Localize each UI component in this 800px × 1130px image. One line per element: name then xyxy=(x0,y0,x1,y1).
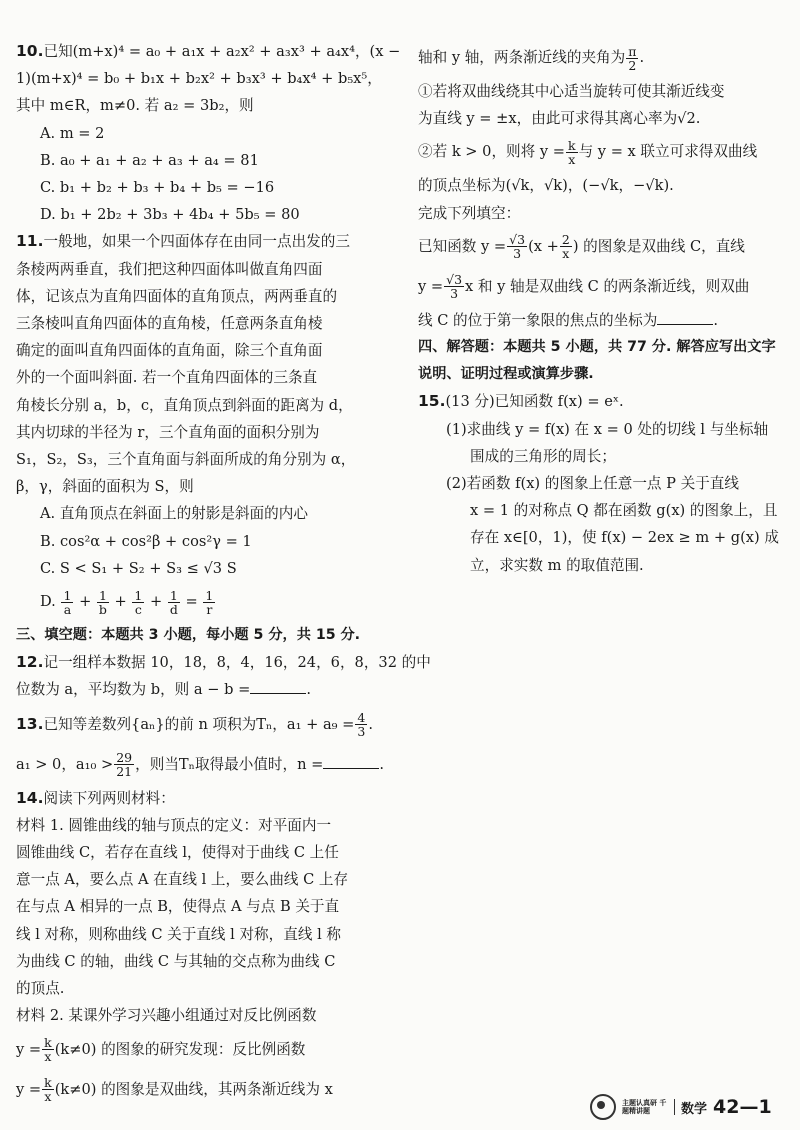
option-b: B. cos²α + cos²β + cos²γ = 1 xyxy=(40,532,252,550)
question-number: 12. xyxy=(16,653,44,672)
section-heading-answer: 四、解答题：本题共 5 小题，共 77 分. 解答应写出文字 xyxy=(418,339,776,356)
section-heading-fill-in: 三、填空题：本题共 3 小题，每小题 5 分，共 15 分. xyxy=(16,627,361,644)
question-number: 11. xyxy=(16,232,44,251)
question-15: 15.(13 分)已知函数 f(x) = eˣ. (1)求曲线 y = f(x) 在 x = 0 处的切线 l 与坐标轴 围成的三角形的周长； (2)若函数 f(x) 的图象上任意一点 P 关于直线 x = 1 的对称点 Q 都在函数 g(x) 的图象上，且 存在 x∈[0，1)，使 f(x) − 2ex ≥ m + g(x) 成 立，求实数 m 的取值范围. xyxy=(418,392,779,574)
answer-blank xyxy=(657,310,713,325)
question-number: 13. xyxy=(16,714,44,733)
answer-blank xyxy=(250,679,306,694)
question-12: 12.记一组样本数据 10，18，8，4，16，24，6，8，32 的中 位数为 a，平均数为 b，则 a − b = . xyxy=(16,653,431,699)
page-footer xyxy=(590,1094,772,1120)
left-column xyxy=(16,38,431,1110)
question-number: 10. xyxy=(16,42,44,60)
subject-label: 数学 xyxy=(681,1101,708,1117)
option-c: C. S < S₁ + S₂ + S₃ ≤ √3 S xyxy=(40,559,237,577)
question-13: 13.已知等差数列{aₙ}的前 n 项积为Tₙ，a₁ + a₉ = $\frac{4}{3}$ . a₁ > 0，a₁₀ > $\frac{29}{21}$ ，则当Tₙ取得最小值时，n = . xyxy=(16,710,385,780)
brand-text: 主题认真研 千题精讲题 xyxy=(622,1099,667,1115)
option-d: D. b₁ + 2b₂ + 3b₃ + 4b₄ + 5b₅ = 80 xyxy=(40,206,300,224)
option-d: D. $\frac{1}{a}$ + $\frac{1}{b}$ + $\frac{1}{c}$ + $\frac{1}{d}$ = $\frac{1}{r}$ xyxy=(40,587,214,617)
question-number: 14. xyxy=(16,788,44,807)
answer-blank xyxy=(323,754,379,769)
question-number: 15. xyxy=(418,392,446,411)
page-number: 42—1 xyxy=(713,1096,772,1118)
question-10: 10.已知(m+x)⁴ = a₀ + a₁x + a₂x² + a₃x³ + a₄x⁴，(x − 1)(m+x)⁴ = b₀ + b₁x + b₂x² + b₃x³ + b₄x⁴ + b₅x⁵， 其中 m∈R，m≠0. 若 a₂ = 3b₂，则 A. m = 2 B. a₀ + a₁ + a₂ + a₃ + a₄ = 81 C. b₁ + b₂ + b₃ + b₄ + b₅ = −16 D. b₁ + 2b₂ + 3b₃ + 4b₄ + 5b₅ = 80 xyxy=(16,38,388,228)
divider xyxy=(674,1099,675,1115)
option-b: B. a₀ + a₁ + a₂ + a₃ + a₄ = 81 xyxy=(40,151,259,169)
right-column: 轴和 y 轴，两条渐近线的夹角为 $\frac{\pi}{2}$ . ①若将双曲线绕其中心适当旋转可使其渐近线变 为直线 y = ±x，由此可求得其离心率为√2. ②若 k > 0，则将 y = $\frac{k}{x}$ 与 y = x 联立可求得双曲线 的顶点坐标为(√k，√k)，(−√k，−√k). 完成下列填空： 已知函数 y = $\frac{√3}{3}$ (x + $\frac{2}{x}$ ) 的图象是双曲线 C，直线 y = $\frac{√3}{3}$ x 和 y 轴是双曲线 C 的两条渐近线，则双曲 线 C 的位于第一象限的焦点的坐标为 . 四、解答题：本题共 5 小题，共 77 分. 解答应写出文字 说明、证明过程或演算步骤. 15.(13 分)已知函数 f(x) = eˣ. (1)求曲线 y = f(x) 在 x = 0 处的切线 l 与坐标轴 围成的三角形的周长； (2)若函数 f(x) 的图象上任意一点 P 关于直线 x = 1 的对称点 Q 都在函数 g(x) 的图象上，且 存在 x∈[0，1)，使 f(x) − 2ex ≥ m + g(x) 成 立，求实数 m 的取值范围. xyxy=(418,38,780,579)
option-c: C. b₁ + b₂ + b₃ + b₄ + b₅ = −16 xyxy=(40,179,275,197)
option-a: A. 直角顶点在斜面上的射影是斜面的内心 xyxy=(40,505,308,523)
question-11: 11.一般地，如果一个四面体存在由同一点出发的三 条棱两两垂直，我们把这种四面体叫做直角四面 体，记该点为直角四面体的直角顶点，两两垂直的 三条棱叫直角四面体的直角棱，任意两条直角棱 确定的面叫直角四面体的直角面，除三个直角面 外的一个面叫斜面. 若一个直角四面体的三条直 角棱长分别 a，b，c，直角顶点到斜面的距离为 d， 其内切球的半径为 r，三个直角面的面积分别为 S₁，S₂，S₃，三个直角面与斜面所成的角分别为 α， β，γ，斜面的面积为 S，则 A. 直角顶点在斜面上的射影是斜面的内心 B. cos²α + cos²β + cos²γ = 1 C. S < S₁ + S₂ + S₃ ≤ √3 S D. $\frac{1}{a}$ + $\frac{1}{b}$ + $\frac{1}{c}$ + $\frac{1}{d}$ = $\frac{1}{r}$ xyxy=(16,228,388,622)
option-a: A. m = 2 xyxy=(40,124,105,142)
question-14: 14.阅读下列两则材料： 材料 1. 圆锥曲线的轴与顶点的定义：对平面内一 圆锥曲线 C，若存在直线 l，使得对于曲线 C 上任 意一点 A，要么点 A 在直线 l 上，要么曲线 C 上存 在与点 A 相异的一点 B，使得点 A 与点 B 关于直 线 l 对称，则称曲线 C 关于直线 l 对称，直线 l 称 为曲线 C 的轴，曲线 C 与其轴的交点称为曲线 C 的顶点. 材料 2. 某课外学习兴趣小组通过对反比例函数 y = $\frac{k}{x}$ (k≠0) 的图象的研究发现：反比例函数 y = $\frac{k}{x}$ (k≠0) 的图象是双曲线，其两条渐近线为 x xyxy=(16,788,349,1104)
mascot-logo-icon xyxy=(590,1094,616,1120)
